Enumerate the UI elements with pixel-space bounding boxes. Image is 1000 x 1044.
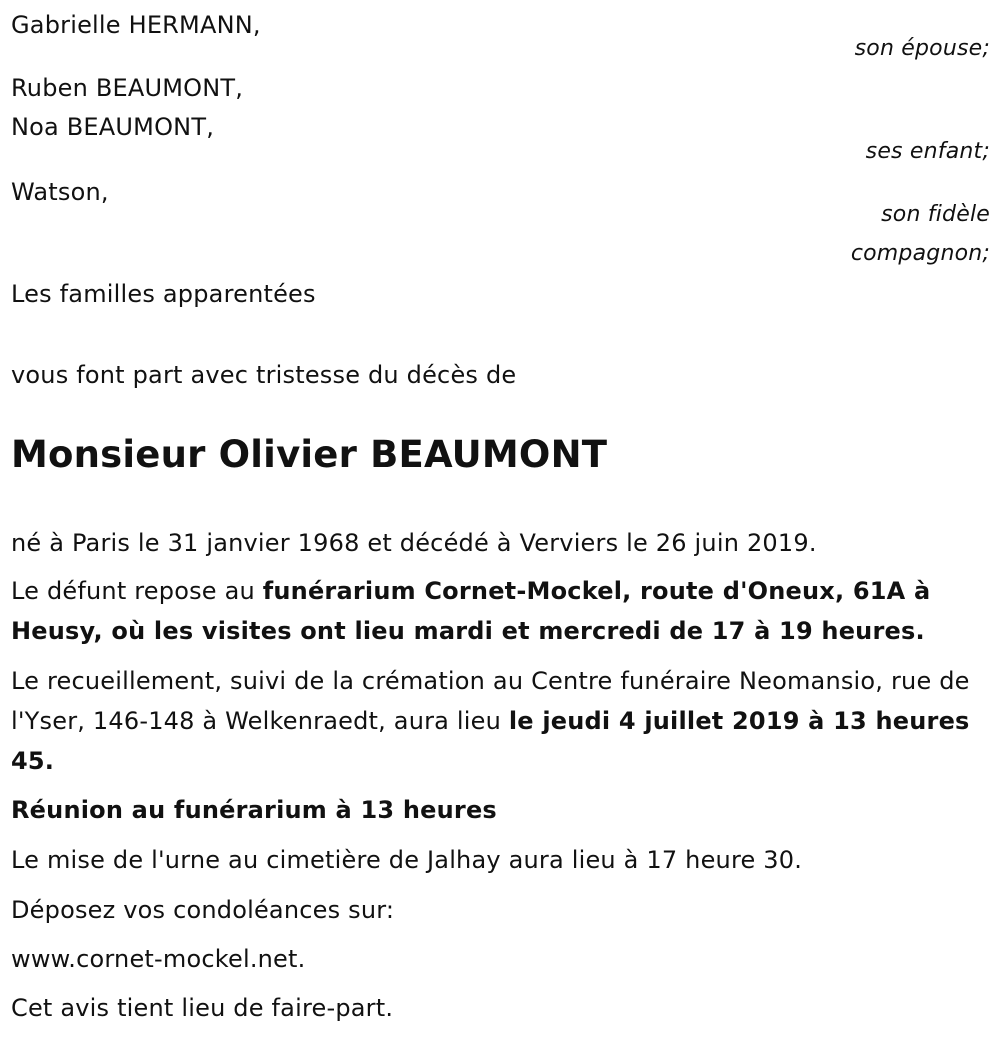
spouse-relation: son épouse; xyxy=(854,36,990,61)
companion-name: Watson, xyxy=(11,178,109,206)
companion-relation-line1: son fidèle xyxy=(881,202,990,227)
children-relation: ses enfant; xyxy=(865,139,990,164)
ceremony-date: le jeudi 4 juillet 2019 à 13 heures 45. xyxy=(11,707,970,775)
spouse-name: Gabrielle HERMANN, xyxy=(11,11,261,39)
urn-line: Le mise de l'urne au cimetière de Jalhay aura lieu à 17 heure 30. xyxy=(11,846,803,874)
closing-line: Cet avis tient lieu de faire-part. xyxy=(11,994,394,1022)
rest-place: funérarium Cornet-Mockel, route d'Oneux, 61A à Heusy, où les visites ont lieu mardi et mercredi de 17 à 19 heures. xyxy=(11,577,931,645)
condolences-label: Déposez vos condoléances sur: xyxy=(11,896,395,924)
deceased-name: Monsieur Olivier BEAUMONT xyxy=(11,433,608,476)
birth-death-line: né à Paris le 31 janvier 1968 et décédé à Verviers le 26 juin 2019. xyxy=(11,529,817,557)
relatives: Les familles apparentées xyxy=(11,280,316,308)
announcement: vous font part avec tristesse du décès de xyxy=(11,361,517,389)
companion-relation-line2: compagnon; xyxy=(850,241,990,266)
website-link[interactable]: www.cornet-mockel.net. xyxy=(11,945,306,973)
child-name: Ruben BEAUMONT, xyxy=(11,74,244,102)
meeting-line: Réunion au funérarium à 13 heures xyxy=(11,796,497,824)
ceremony-intro: Le recueillement, suivi de la crémation au Centre funéraire Neomansio, rue de l'Yser, 146-148 à Welkenraedt, aura lieu xyxy=(11,667,970,735)
ceremony-paragraph xyxy=(11,661,989,781)
rest-paragraph xyxy=(11,571,989,651)
rest-intro: Le défunt repose au xyxy=(11,577,263,605)
child-name: Noa BEAUMONT, xyxy=(11,113,215,141)
